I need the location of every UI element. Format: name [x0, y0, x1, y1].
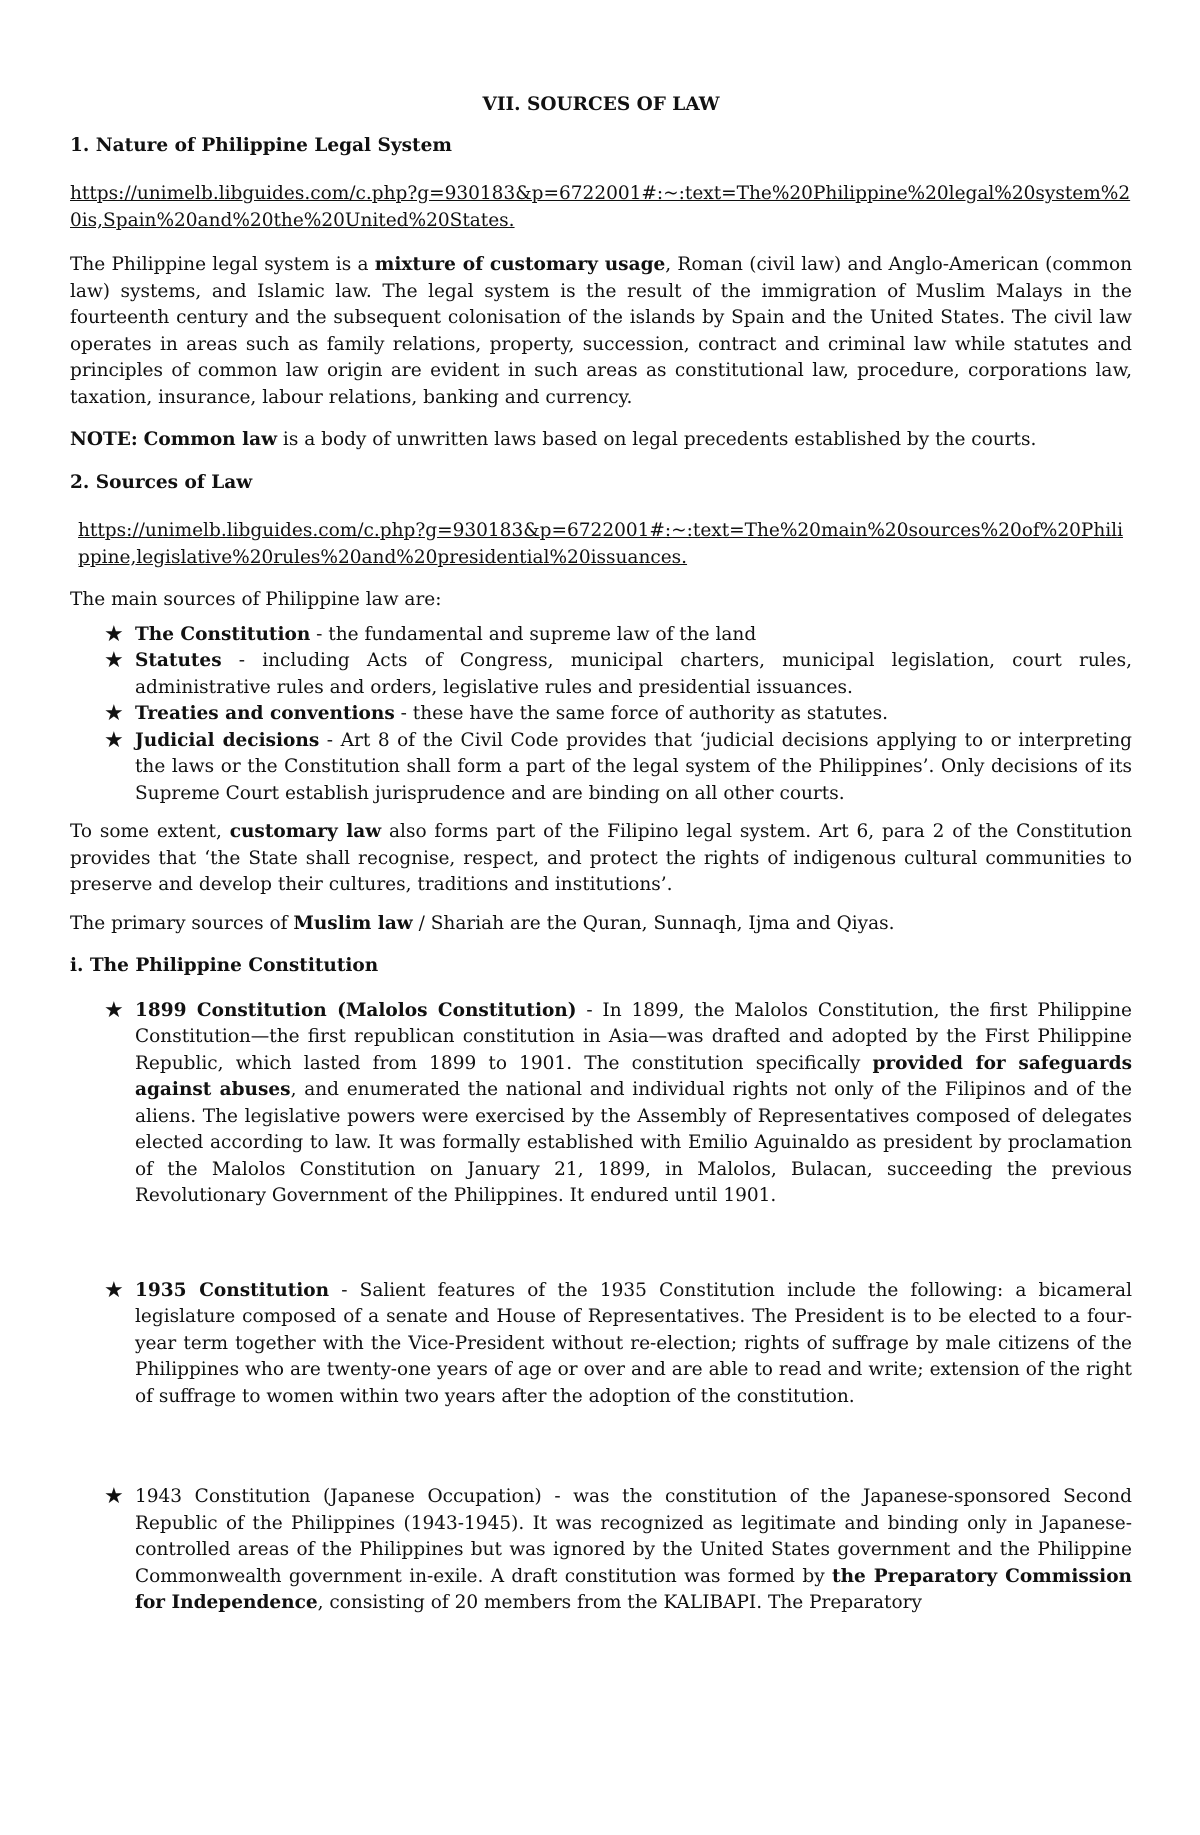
list-item: ★ 1943 Constitution (Japanese Occupation) - was the constitution of the Japanese-sponsored Second Republic of the Philippines (1943-1945). It was recognized as legitimate and binding only in Japanese-controlled areas of the Philippines but was ignored by the United States government and the Philippine Commonwealth government in-exile. A draft constitution was formed by the Preparatory Commission for Independence, consisting of 20 members from the KALIBAPI. The Preparatory — [104, 1484, 1132, 1613]
source-link-nature[interactable]: https://unimelb.libguides.com/c.php?g=930183&p=6722001#:~:text=The%20Philippine%20legal%20system%20is,Spain%20and%20the%20United%20States. — [70, 183, 1131, 231]
star-icon: ★ — [104, 1277, 124, 1303]
star-icon: ★ — [104, 648, 124, 673]
list-item: ★ Judicial decisions - Art 8 of the Civil Code provides that ‘judicial decisions applying to or interpreting the laws or the Constitution shall form a part of the legal system of the Philippines’. Only decisions of its Supreme Court establish jurisprudence and are binding on all other courts. — [104, 727, 1132, 804]
list-item: ★ 1935 Constitution - Salient features of the 1935 Constitution include the following: a bicameral legislature composed of a senate and House of Representatives. The President is to be elected to a four-year term together with the Vice-President without re-election; rights of suffrage by male citizens of the Philippines who are twenty-one years of age or over and are able to read and write; extension of the right of suffrage to women within two years after the adoption of the constitution. — [104, 1277, 1132, 1407]
document-page — [70, 70, 1132, 1617]
star-icon: ★ — [104, 621, 124, 647]
star-icon: ★ — [104, 727, 124, 753]
sources-list — [70, 622, 1132, 808]
star-icon: ★ — [104, 1484, 124, 1509]
list-item: ★ Treaties and conventions - these have the same force of authority as statutes. — [104, 701, 888, 726]
star-icon: ★ — [104, 701, 124, 726]
customary-law-paragraph: To some extent, customary law also forms part of the Filipino legal system. Art 6, para 2 of the Constitution provides that ‘the State shall recognise, respect, and protect the rights of indigenous cultural communities to preserve and develop their cultures, traditions and institutions’. — [70, 821, 1132, 895]
constitution-list-1943 — [70, 1484, 1132, 1617]
page-title: VII. SOURCES OF LAW — [482, 94, 720, 115]
constitution-list-1935 — [70, 1278, 1132, 1411]
star-icon: ★ — [104, 997, 124, 1023]
source-link-sources[interactable]: https://unimelb.libguides.com/c.php?g=930183&p=6722001#:~:text=The%20main%20sources%20of%20Philippine,legislative%20rules%20and%20presidential%20issuances. — [78, 520, 1124, 568]
note-paragraph: NOTE: Common law is a body of unwritten laws based on legal precedents established by the courts. — [70, 429, 1037, 450]
nature-paragraph: The Philippine legal system is a mixture of customary usage, Roman (civil law) and Anglo-American (common law) systems, and Islamic law. The legal system is the result of the immigration of Muslim Malays in the fourteenth century and the subsequent colonisation of the islands by Spain and the United States. The civil law operates in areas such as family relations, property, succession, contract and criminal law while statutes and principles of common law origin are evident in such areas as constitutional law, procedure, corporations law, taxation, insurance, labour relations, banking and currency. — [70, 254, 1132, 408]
sources-intro: The main sources of Philippine law are: — [70, 589, 442, 610]
section-heading-nature: 1. Nature of Philippine Legal System — [70, 134, 452, 156]
list-item: ★ Statutes - including Acts of Congress, municipal charters, municipal legislation, court rules, administrative rules and orders, legislative rules and presidential issuances. — [104, 648, 1132, 698]
section-heading-sources: 2. Sources of Law — [70, 471, 253, 493]
section-heading-constitution: i. The Philippine Constitution — [70, 955, 379, 976]
list-item: ★ 1899 Constitution (Malolos Constitution) - In 1899, the Malolos Constitution, the first Philippine Constitution—the first republican constitution in Asia—was drafted and adopted by the First Philippine Republic, which lasted from 1899 to 1901. The constitution specifically provided for safeguards against abuses, and enumerated the national and individual rights not only of the Filipinos and of the aliens. The legislative powers were exercised by the Assembly of Representatives composed of delegates elected according to law. It was formally established with Emilio Aguinaldo as president by proclamation of the Malolos Constitution on January 21, 1899, in Malolos, Bulacan, succeeding the previous Revolutionary Government of the Philippines. It endured until 1901. — [104, 997, 1133, 1206]
constitution-list-1899 — [70, 998, 1132, 1210]
muslim-law-paragraph: The primary sources of Muslim law / Shariah are the Quran, Sunnaqh, Ijma and Qiyas. — [70, 912, 895, 934]
list-item: ★ The Constitution - the fundamental and supreme law of the land — [104, 621, 757, 647]
